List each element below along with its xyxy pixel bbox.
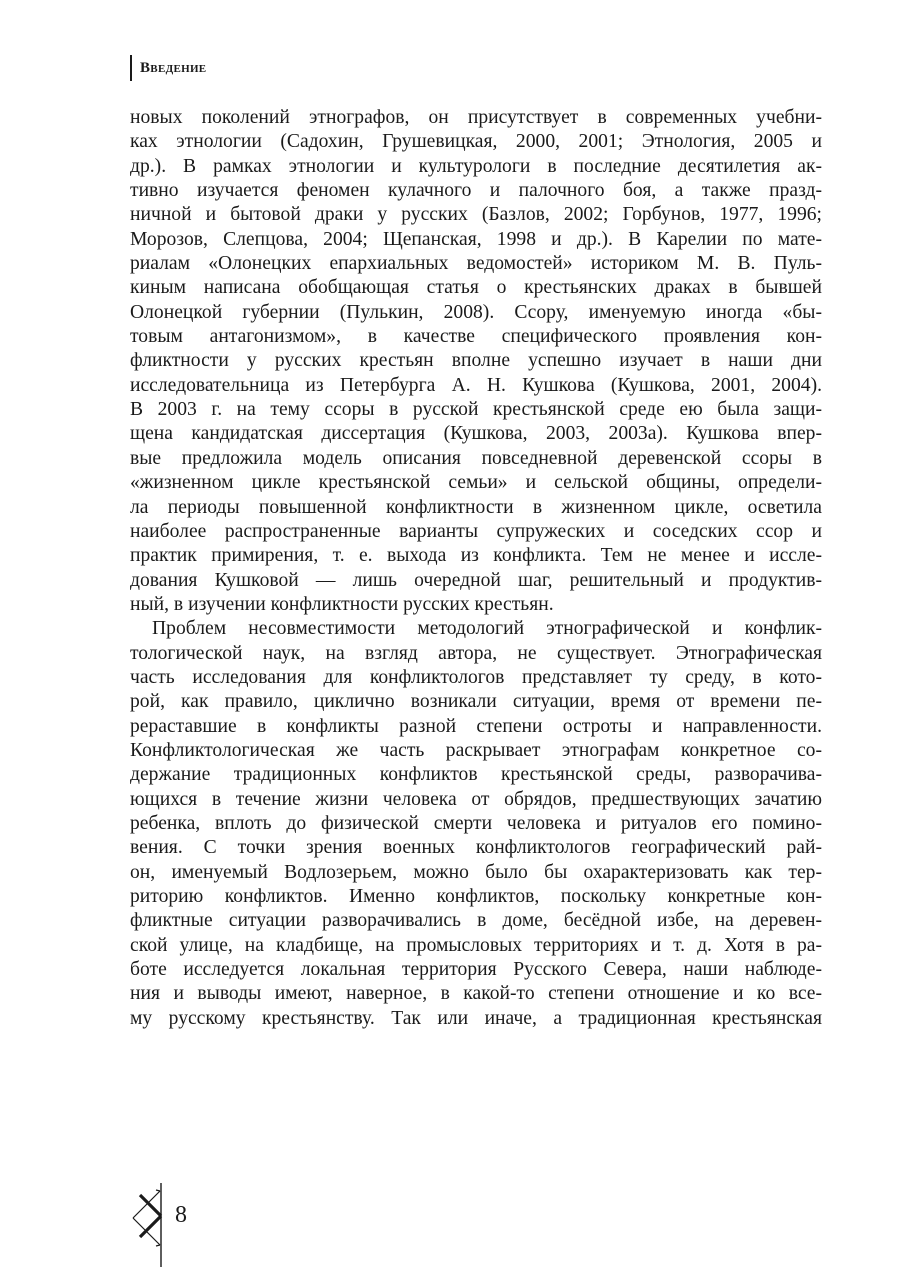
text-line: Проблем несовместимости методологий этнографической и конфлик-	[152, 618, 822, 640]
text-line: он, именуемый Водлозерьем, можно было бы охарактеризовать как тер-	[130, 861, 822, 883]
text-line: Морозов, Слепцова, 2004; Щепанская, 1998 и др.). В Карелии по мате-	[130, 228, 822, 250]
text-line: тивно изучается феномен кулачного и палочного боя, а также празд-	[130, 180, 822, 202]
text-line: Олонецкой губернии (Пулькин, 2008). Ссору, именуемую иногда «бы-	[130, 301, 822, 323]
text-line: Конфликтологическая же часть раскрывает этнографам конкретное со-	[130, 739, 822, 761]
text-line: практик примирения, т. е. выхода из конфликта. Тем не менее и иссле-	[130, 545, 822, 567]
text-line: ния и выводы имеют, наверное, в какой-то степени отношение и ко все-	[130, 983, 822, 1005]
paragraph-1	[130, 106, 822, 617]
text-line: товым антагонизмом», в качестве специфического проявления кон-	[130, 326, 822, 348]
text-line: рой, как правило, циклично возникали ситуации, время от времени пе-	[130, 691, 822, 713]
body-text	[130, 106, 822, 1031]
crossed-lattice-ornament-icon	[130, 1183, 170, 1267]
text-line: ской улице, на кладбище, на промысловых территориях и т. д. Хотя в ра-	[130, 934, 822, 956]
text-line: наиболее распространенные варианты супружеских и соседских ссор и	[130, 520, 822, 542]
text-line: ках этнологии (Садохин, Грушевицкая, 2000, 2001; Этнология, 2005 и	[130, 131, 822, 153]
text-line: тологической наук, на взгляд автора, не существует. Этнографическая	[130, 642, 822, 664]
text-line: рераставшие в конфликты разной степени остроты и направленности.	[130, 715, 822, 737]
text-line: «жизненном цикле крестьянской семьи» и сельской общины, определи-	[130, 472, 822, 494]
text-line: В 2003 г. на тему ссоры в русской крестьянской среде ею была защи-	[130, 399, 822, 421]
text-line: киным написана обобщающая статья о крестьянских драках в бывшей	[130, 277, 822, 299]
text-line: вые предложила модель описания повседневной деревенской ссоры в	[130, 447, 822, 469]
text-line: др.). В рамках этнологии и культурологи в последние десятилетия ак-	[130, 155, 822, 177]
section-title: Введение	[140, 59, 207, 76]
text-line: часть исследования для конфликтологов представляет ту среду, в кото-	[130, 666, 822, 688]
text-line: ный, в изучении конфликтности русских крестьян.	[130, 593, 554, 615]
text-line: ничной и бытовой драки у русских (Базлов, 2002; Горбунов, 1977, 1996;	[130, 204, 822, 226]
text-line: вения. С точки зрения военных конфликтологов географический рай-	[130, 837, 822, 859]
page-footer	[130, 1183, 250, 1267]
text-line: исследовательница из Петербурга А. Н. Кушкова (Кушкова, 2001, 2004).	[130, 374, 822, 396]
running-head-rule	[130, 55, 132, 81]
running-head	[130, 57, 206, 79]
paragraph-2	[130, 617, 822, 1031]
page-number: 8	[175, 1202, 187, 1228]
text-line: риалам «Олонецких епархиальных ведомостей» историком М. В. Пуль-	[130, 253, 822, 275]
text-line: ла периоды повышенной конфликтности в жизненном цикле, осветила	[130, 496, 822, 518]
text-line: новых поколений этнографов, он присутствует в современных учебни-	[130, 107, 822, 128]
text-line: ющихся в течение жизни человека от обрядов, предшествующих зачатию	[130, 788, 822, 810]
text-line: фликтные ситуации разворачивались в доме, бесёдной избе, на деревен-	[130, 910, 822, 932]
text-line: держание традиционных конфликтов крестьянской среды, разворачива-	[130, 764, 822, 786]
text-line: фликтности у русских крестьян вполне успешно изучает в наши дни	[130, 350, 822, 372]
text-line: му русскому крестьянству. Так или иначе, а традиционная крестьянская	[130, 1007, 822, 1029]
text-line: дования Кушковой — лишь очередной шаг, решительный и продуктив-	[130, 569, 822, 591]
text-line: боте исследуется локальная территория Русского Севера, наши наблюде-	[130, 959, 822, 981]
text-line: риторию конфликтов. Именно конфликтов, поскольку конкретные кон-	[130, 886, 822, 907]
text-line: щена кандидатская диссертация (Кушкова, 2003, 2003а). Кушкова впер-	[130, 423, 822, 445]
text-line: ребенка, вплоть до физической смерти человека и ритуалов его помино-	[130, 812, 822, 834]
